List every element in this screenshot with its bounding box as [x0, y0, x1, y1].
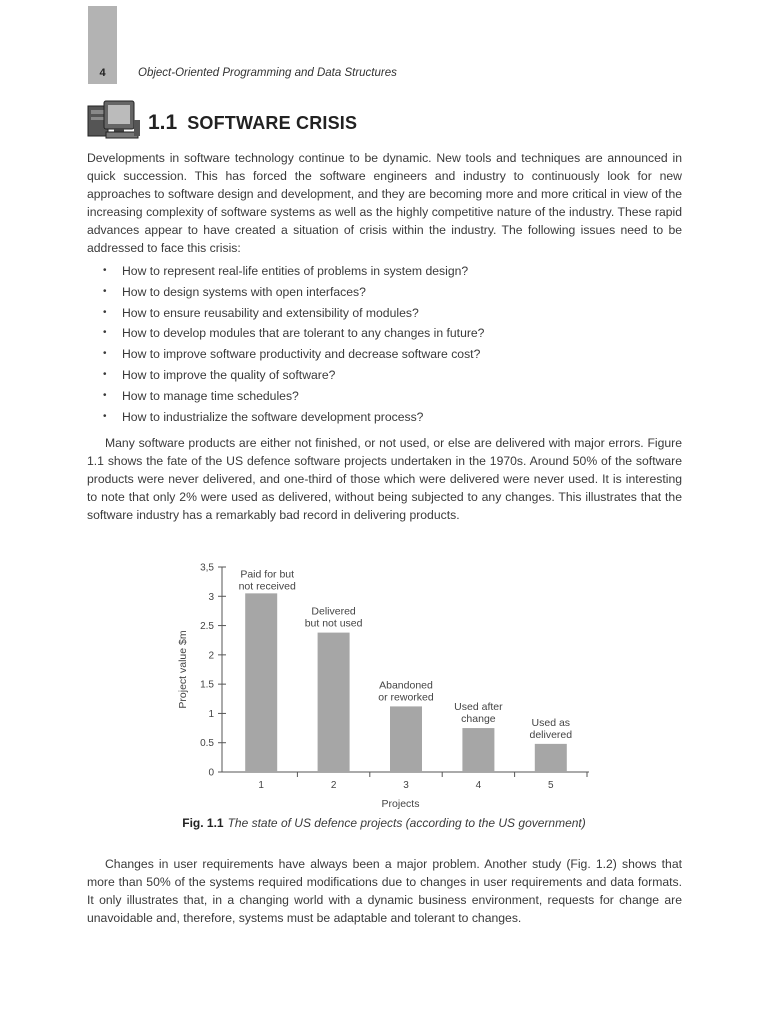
bar-annotation: Used after [454, 701, 503, 714]
bullet-icon: • [103, 265, 107, 276]
page-number: 4 [99, 67, 106, 79]
bullet-icon: • [103, 389, 107, 401]
bar-annotation: Abandoned [379, 679, 433, 692]
list-item: • How to develop modules that are tolerant to any changes in future? [87, 323, 682, 344]
bullet-icon: • [103, 285, 107, 297]
bullet-icon: • [103, 306, 107, 318]
bar-annotation: delivered [529, 728, 573, 741]
y-tick-label: 1.5 [200, 679, 214, 691]
list-item: • How to improve software productivity and decrease software cost? [87, 344, 682, 365]
y-axis-title: Project value $m [177, 630, 189, 709]
x-tick-label: 4 [475, 780, 482, 791]
list-item: • How to manage time schedules? [87, 386, 682, 407]
x-axis-title: Projects [381, 798, 420, 810]
paragraph-changes: Changes in user requirements have always been a major problem. Another study (Fig. 1.2) shows that more than 50% of the systems required modifications due to changes in user requirements and data formats. It only illustrates that, in a changing world with a dynamic business environment, requests for change are unavoidable and, therefore, systems must be adaptable and tolerant to changes. [87, 857, 682, 925]
x-tick-label: 5 [548, 780, 554, 791]
y-tick-label: 0.5 [200, 738, 214, 750]
paragraph-fate: Many software products are either not finished, or not used, or else are delivered with major errors. Figure 1.1 shows the fate of the US defence software projects undertaken in the 1970s. Around 50% of the software products were never delivered, and one-third of those which were delivered were never used. It is interesting to note that only 2% were used as delivered, without being subjected to any changes. This illustrates that the software industry has a remarkably bad record in delivering products. [87, 436, 682, 522]
bar-annotation: Delivered [311, 605, 356, 618]
bullet-icon: • [103, 368, 107, 380]
figure-caption-text: The state of US defence projects (according to the US government) [227, 816, 586, 830]
issue-list [87, 261, 682, 427]
bullet-icon: • [103, 410, 107, 422]
section-number: 1.1 [148, 111, 178, 134]
list-item: • How to industrialize the software development process? [87, 407, 682, 428]
bar-annotation: not received [238, 580, 296, 593]
y-tick-label: 3 [208, 591, 214, 603]
bar-annotation: or reworked [378, 691, 434, 704]
bullet-icon: • [103, 327, 107, 339]
y-tick-label: 1 [208, 708, 214, 720]
y-tick-label: 0 [208, 767, 214, 779]
bar-annotation: but not used [304, 617, 363, 630]
bar [462, 728, 494, 772]
bullet-icon: • [103, 348, 107, 360]
section-heading [148, 111, 357, 135]
figure-caption [0, 816, 768, 830]
paragraph-intro: Developments in software technology continue to be dynamic. New tools and techniques are announced in quick succession. This has forced the software engineers and industry to continuously look for new approaches to software design and development, and they are becoming more and more critical in view of the increasing complexity of software systems as well as the highly competitive nature of the industry. These rapid advances appear to have created a situation of crisis within the industry. The following issues need to be addressed to face this crisis: [87, 151, 682, 255]
section-title: SOFTWARE CRISIS [187, 113, 358, 133]
y-tick-label: 2.5 [200, 621, 214, 633]
bar [318, 633, 350, 772]
bar-chart [165, 555, 605, 813]
list-item: • How to design systems with open interfaces? [87, 282, 682, 303]
figure-label: Fig. 1.1 [182, 816, 224, 830]
x-tick-label: 2 [330, 780, 337, 791]
bar-annotation: Paid for but [240, 568, 295, 581]
bar [245, 593, 277, 772]
y-tick-label: 3,5 [200, 562, 214, 574]
y-tick-label: 2 [208, 650, 214, 662]
bar [390, 706, 422, 772]
bar-annotation: change [461, 713, 496, 726]
x-tick-label: 1 [258, 780, 264, 791]
x-tick-label: 3 [403, 780, 409, 791]
bar-annotation: Used as [531, 716, 571, 729]
list-item: • How to improve the quality of software? [87, 365, 682, 386]
list-item: • How to ensure reusability and extensibility of modules? [87, 303, 682, 324]
bar [535, 744, 567, 772]
list-item: • How to represent real-life entities of problems in system design? [87, 261, 682, 282]
running-head: Object-Oriented Programming and Data Structures [138, 67, 397, 79]
computer-icon [86, 98, 142, 140]
